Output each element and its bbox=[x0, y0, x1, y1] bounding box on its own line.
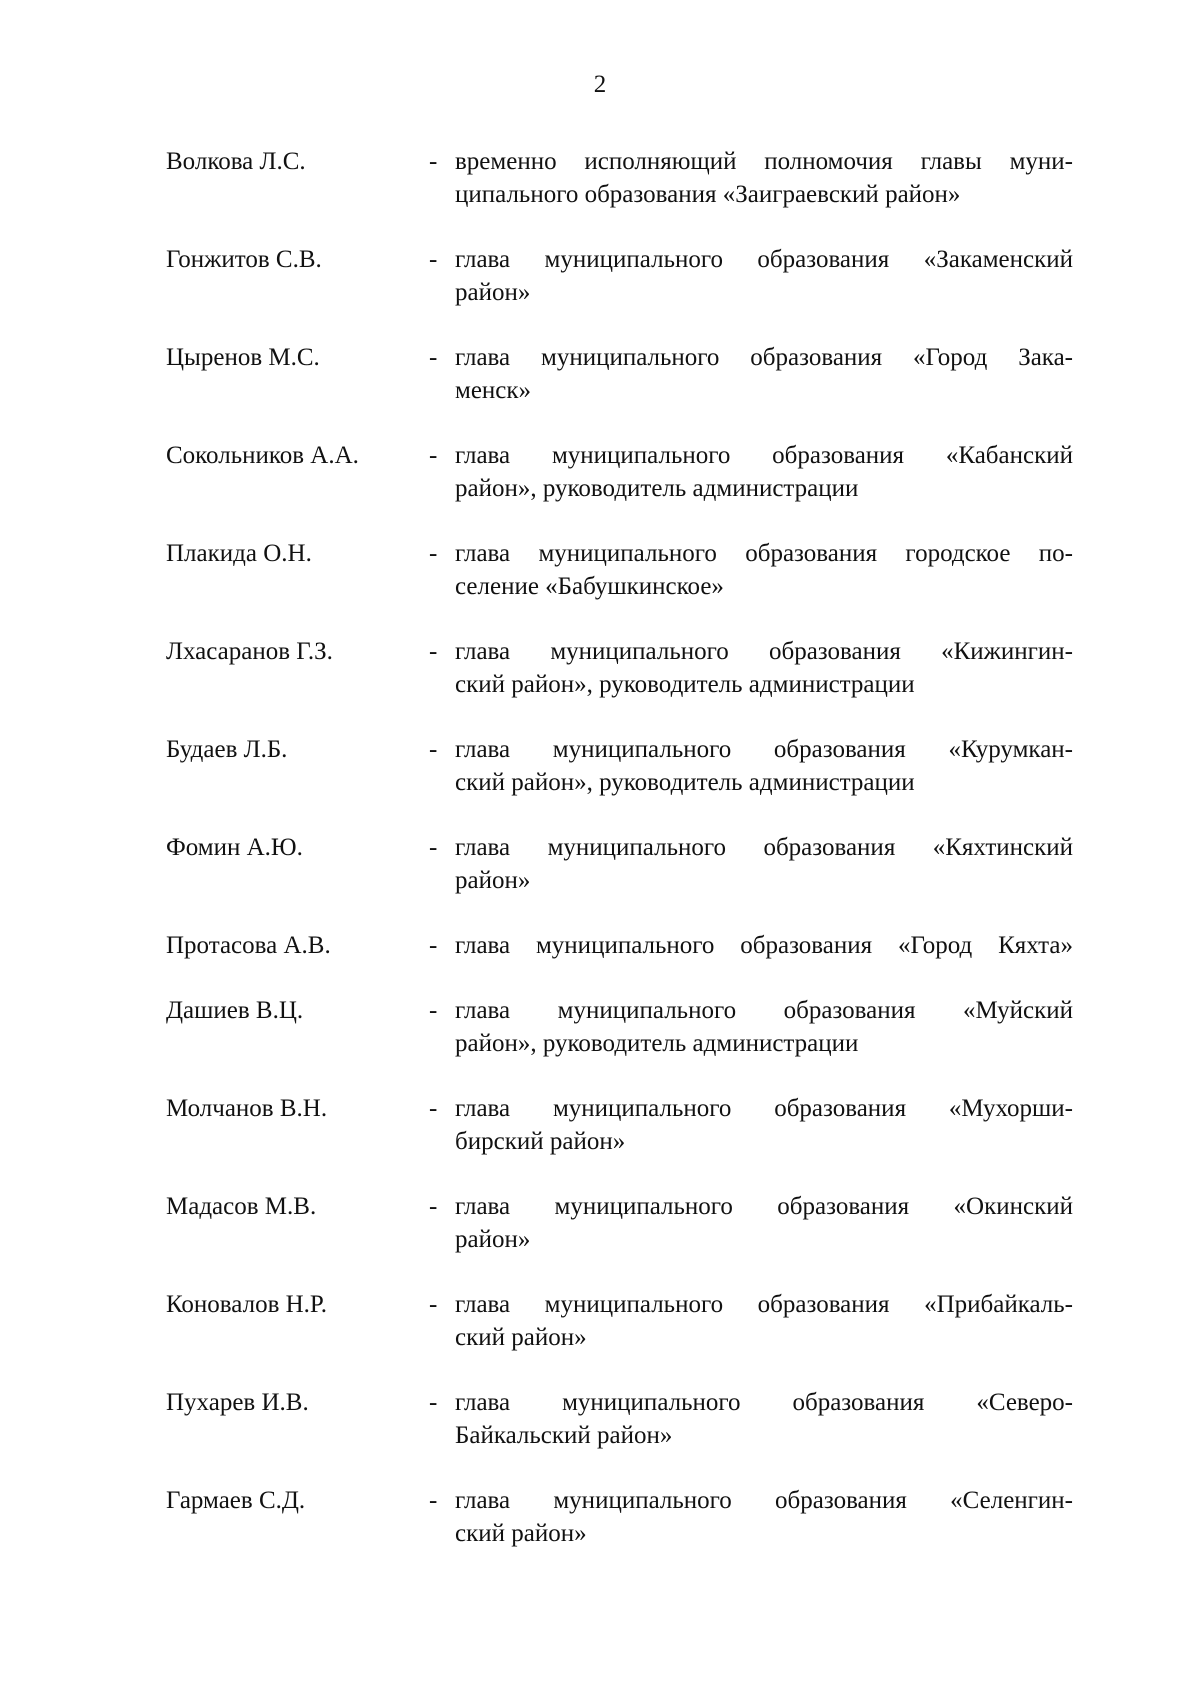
entry-dash: - bbox=[429, 638, 438, 665]
position-line: глава муниципального образования «Город Кяхта» bbox=[455, 932, 1073, 959]
position-line: ский район», руководитель администрации bbox=[455, 769, 915, 796]
official-position bbox=[455, 1386, 1073, 1452]
position-line: глава муниципального образования «Город Зака- bbox=[455, 344, 1073, 371]
position-line: район» bbox=[455, 867, 531, 894]
position-line: Байкальский район» bbox=[455, 1422, 673, 1449]
entry-dash: - bbox=[429, 997, 438, 1024]
entry-dash: - bbox=[429, 834, 438, 861]
entry-dash: - bbox=[429, 540, 438, 567]
position-line: селение «Бабушкинское» bbox=[455, 573, 724, 600]
page-number: 2 bbox=[593, 71, 607, 98]
entry-dash: - bbox=[429, 932, 438, 959]
position-line: глава муниципального образования городское по- bbox=[455, 540, 1073, 567]
official-name: Мадасов М.В. bbox=[166, 1193, 317, 1220]
position-line: глава муниципального образования «Закаменский bbox=[455, 246, 1073, 273]
position-line: бирский район» bbox=[455, 1128, 626, 1155]
position-line: глава муниципального образования «Прибайкаль- bbox=[455, 1291, 1073, 1318]
official-position bbox=[455, 994, 1073, 1060]
position-line: район» bbox=[455, 279, 531, 306]
official-name: Пухарев И.В. bbox=[166, 1389, 309, 1416]
official-position bbox=[455, 831, 1073, 897]
official-name: Коновалов Н.Р. bbox=[166, 1291, 327, 1318]
official-name: Молчанов В.Н. bbox=[166, 1095, 328, 1122]
entry-dash: - bbox=[429, 148, 438, 175]
entry-dash: - bbox=[429, 1095, 438, 1122]
list-item bbox=[166, 537, 1076, 635]
list-item bbox=[166, 243, 1076, 341]
position-line: менск» bbox=[455, 377, 532, 404]
list-item bbox=[166, 1190, 1076, 1288]
entry-dash: - bbox=[429, 1487, 438, 1514]
position-line: ский район», руководитель администрации bbox=[455, 671, 915, 698]
official-position bbox=[455, 1288, 1073, 1354]
position-line: глава муниципального образования «Кижингин- bbox=[455, 638, 1073, 665]
official-name: Лхасаранов Г.З. bbox=[166, 638, 333, 665]
list-item bbox=[166, 439, 1076, 537]
position-line: глава муниципального образования «Селенгин- bbox=[455, 1487, 1073, 1514]
official-name: Будаев Л.Б. bbox=[166, 736, 288, 763]
entry-dash: - bbox=[429, 736, 438, 763]
position-line: район», руководитель администрации bbox=[455, 475, 859, 502]
official-name: Фомин А.Ю. bbox=[166, 834, 303, 861]
position-line: глава муниципального образования «Северо- bbox=[455, 1389, 1073, 1416]
official-name: Волкова Л.С. bbox=[166, 148, 306, 175]
entry-dash: - bbox=[429, 442, 438, 469]
list-item bbox=[166, 929, 1076, 994]
position-line: ципального образования «Заиграевский район» bbox=[455, 181, 961, 208]
position-line: глава муниципального образования «Мухорши- bbox=[455, 1095, 1073, 1122]
list-item bbox=[166, 994, 1076, 1092]
entry-dash: - bbox=[429, 1291, 438, 1318]
position-line: глава муниципального образования «Окинский bbox=[455, 1193, 1073, 1220]
official-name: Цыренов М.С. bbox=[166, 344, 320, 371]
entry-dash: - bbox=[429, 344, 438, 371]
official-name: Гонжитов С.В. bbox=[166, 246, 322, 273]
official-position bbox=[455, 341, 1073, 407]
official-position bbox=[455, 1190, 1073, 1256]
official-position bbox=[455, 929, 1073, 962]
official-position bbox=[455, 243, 1073, 309]
list-item bbox=[166, 831, 1076, 929]
list-item bbox=[166, 341, 1076, 439]
list-item bbox=[166, 1092, 1076, 1190]
position-line: ский район» bbox=[455, 1324, 587, 1351]
list-item bbox=[166, 145, 1076, 243]
position-line: глава муниципального образования «Курумкан- bbox=[455, 736, 1073, 763]
official-name: Дашиев В.Ц. bbox=[166, 997, 304, 1024]
official-name: Протасова А.В. bbox=[166, 932, 331, 959]
position-line: временно исполняющий полномочия главы муни- bbox=[455, 148, 1073, 175]
official-name: Плакида О.Н. bbox=[166, 540, 312, 567]
official-position bbox=[455, 1484, 1073, 1550]
position-line: глава муниципального образования «Муйский bbox=[455, 997, 1073, 1024]
position-line: ский район» bbox=[455, 1520, 587, 1547]
official-position bbox=[455, 1092, 1073, 1158]
entry-dash: - bbox=[429, 1193, 438, 1220]
list-item bbox=[166, 635, 1076, 733]
list-item bbox=[166, 1484, 1076, 1582]
position-line: район» bbox=[455, 1226, 531, 1253]
official-position bbox=[455, 537, 1073, 603]
official-position bbox=[455, 145, 1073, 211]
list-item bbox=[166, 1386, 1076, 1484]
officials-list bbox=[166, 145, 1076, 1582]
official-name: Гармаев С.Д. bbox=[166, 1487, 306, 1514]
position-line: глава муниципального образования «Кяхтинский bbox=[455, 834, 1073, 861]
list-item bbox=[166, 733, 1076, 831]
entry-dash: - bbox=[429, 246, 438, 273]
official-position bbox=[455, 439, 1073, 505]
official-position bbox=[455, 635, 1073, 701]
position-line: глава муниципального образования «Кабанский bbox=[455, 442, 1073, 469]
list-item bbox=[166, 1288, 1076, 1386]
entry-dash: - bbox=[429, 1389, 438, 1416]
official-position bbox=[455, 733, 1073, 799]
position-line: район», руководитель администрации bbox=[455, 1030, 859, 1057]
official-name: Сокольников А.А. bbox=[166, 442, 359, 469]
